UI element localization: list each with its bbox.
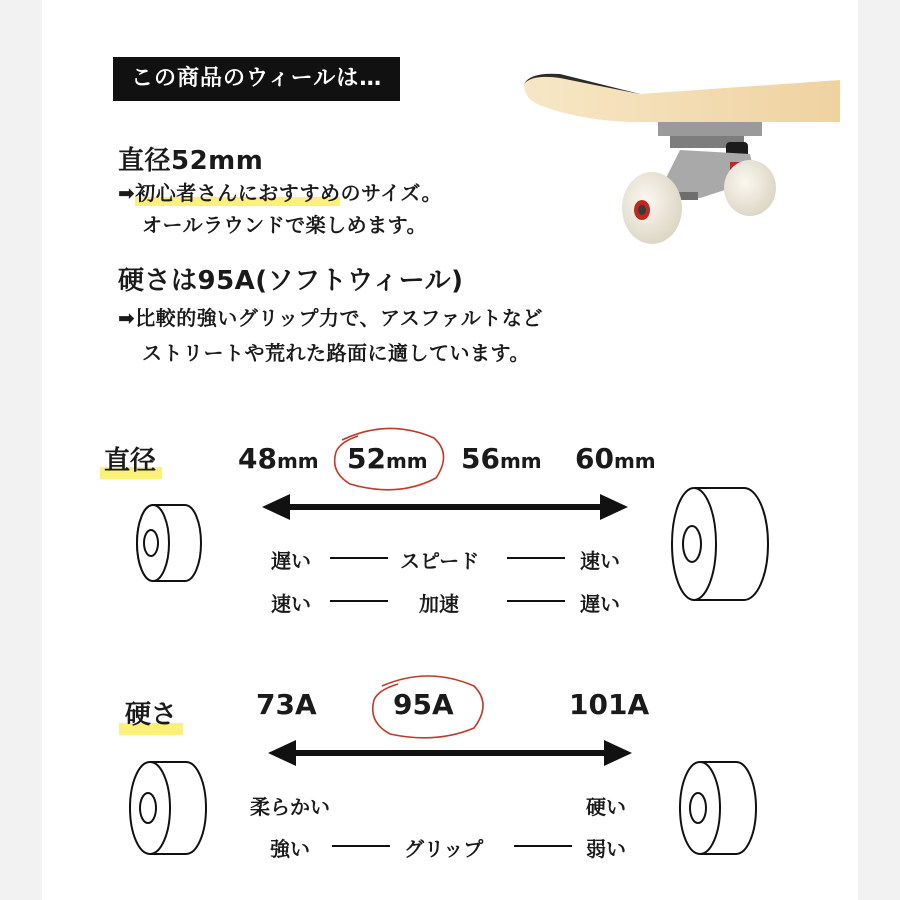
diameter-value-60: 60mm	[575, 442, 656, 475]
soft-wheel-icon	[126, 758, 210, 858]
diameter-desc-line-1: ➡ 初心者さんにおすすめのサイズ。	[118, 177, 442, 206]
speed-right-text: 速い	[580, 549, 620, 573]
hardness-desc-line-2: ストリートや荒れた路面に適しています。	[142, 341, 530, 365]
hardness-heading: 硬さは95A(ソフトウィール)	[118, 266, 464, 296]
diameter-heading: 直径52mm	[118, 146, 264, 176]
hardness-desc-line-1: ➡比較的強いグリップ力で、アスファルトなど	[118, 306, 543, 330]
dash-line	[507, 600, 565, 602]
hard-text: 硬い	[586, 795, 626, 819]
diameter-double-arrow-icon	[262, 494, 628, 520]
hardness-value-73a: 73A	[256, 688, 317, 721]
hardness-selected-circle	[366, 672, 490, 744]
hardness-value-101a: 101A	[569, 688, 650, 721]
diameter-selected-circle	[328, 424, 450, 496]
highlight-marker: 初心者さんにおすすめ	[135, 181, 341, 205]
large-wheel-icon	[668, 484, 772, 604]
hardness-double-arrow-icon	[268, 740, 632, 766]
grip-right-text: 弱い	[586, 837, 626, 861]
soft-text: 柔らかい	[250, 795, 330, 819]
dash-line	[330, 600, 388, 602]
grip-label: グリップ	[404, 837, 484, 861]
section-banner: この商品のウィールは…	[113, 57, 400, 101]
accel-left-text: 速い	[271, 592, 311, 616]
diameter-desc-line-2: オールラウンドで楽しめます。	[142, 213, 427, 237]
dash-line	[507, 557, 565, 559]
speed-label: スピード	[400, 549, 480, 573]
dash-line	[332, 845, 390, 847]
accel-right-text: 遅い	[580, 592, 620, 616]
dash-line	[330, 557, 388, 559]
diameter-scale-label: 直径	[104, 440, 156, 477]
small-wheel-icon	[133, 500, 205, 586]
grip-left-text: 強い	[270, 837, 310, 861]
speed-left-text: 遅い	[271, 549, 311, 573]
skateboard-image	[520, 70, 840, 260]
diameter-value-56: 56mm	[461, 442, 542, 475]
diameter-value-48: 48mm	[238, 442, 319, 475]
hardness-scale-label: 硬さ	[125, 694, 177, 731]
diameter-value-52: 52mm	[347, 442, 428, 475]
accel-label: 加速	[419, 592, 459, 616]
dash-line	[514, 845, 572, 847]
hard-wheel-icon	[676, 758, 760, 858]
hardness-value-95a: 95A	[393, 688, 454, 721]
